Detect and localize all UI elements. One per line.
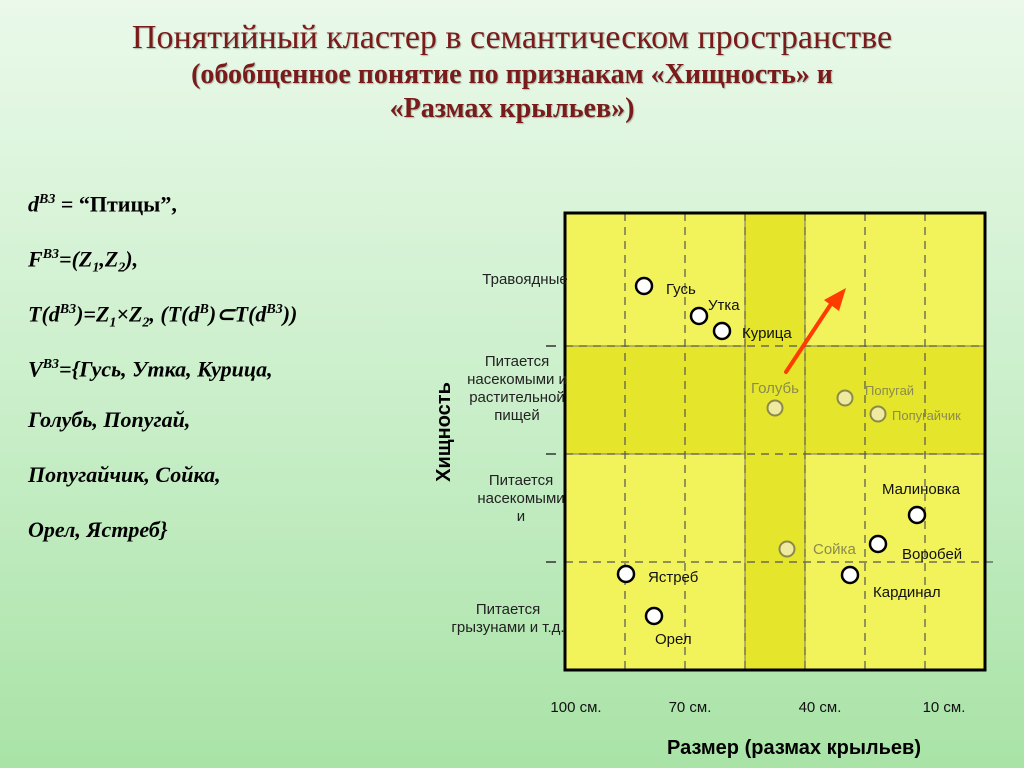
bird-marker <box>618 566 634 582</box>
bird-label: Гусь <box>666 281 696 298</box>
formula-line-3: $T(d^{B3})=Z_1\times Z_2$, $(T(d^B)\subset T(d^{B3}))$ <box>28 301 298 331</box>
bird-marker <box>691 308 707 324</box>
bird-marker <box>714 323 730 339</box>
bird-marker <box>838 391 853 406</box>
y-category-label: растительной <box>469 389 565 406</box>
y-category-label: Травоядные <box>482 271 568 288</box>
bird-marker <box>842 567 858 583</box>
y-category-label: пищей <box>494 407 540 424</box>
y-category-label: грызунами и т.д. <box>451 619 565 636</box>
x-tick-label: 100 см. <box>550 699 602 716</box>
bird-label: Сойка <box>813 541 856 558</box>
y-category-label: и <box>516 508 526 525</box>
formula-line-2: $F^{B3}=(Z_1,Z_2)$, <box>28 246 139 276</box>
x-tick-label: 40 см. <box>798 699 842 716</box>
x-axis-title: Размер (размах крыльев) <box>667 737 921 759</box>
bird-marker <box>909 507 925 523</box>
bird-label: Утка <box>708 297 740 314</box>
formula-line-5: Голубь, Попугай, <box>28 407 191 432</box>
bird-marker <box>870 536 886 552</box>
title-line-3: «Размах крыльев») <box>389 93 635 124</box>
bird-label: Попугай <box>865 383 915 398</box>
bird-label: Попугайчик <box>892 408 961 423</box>
title-line-1: Понятийный кластер в семантическом пространстве <box>131 19 893 56</box>
formula-line-1: $d^{B3}$ = “Птицы”, <box>28 191 177 217</box>
y-category-label: насекомыми и <box>467 371 567 388</box>
y-category-label: Питается <box>475 601 541 618</box>
y-axis-title: Хищность <box>433 382 455 482</box>
bird-label: Орел <box>655 631 692 648</box>
y-category-label: Питается <box>484 353 550 370</box>
bird-label: Курица <box>742 325 792 342</box>
bird-marker <box>768 401 783 416</box>
bird-label: Малиновка <box>882 481 960 498</box>
vertical-band <box>745 213 805 670</box>
formula-line-7: Орел, Ястреб} <box>28 517 168 542</box>
bird-label: Воробей <box>902 546 963 563</box>
y-category-label: насекомыми <box>477 490 565 507</box>
formula-line-4: $V^{B3}=\{Гусь$, Утка, Курица, <box>28 356 273 382</box>
bird-marker <box>646 608 662 624</box>
bird-marker <box>871 407 886 422</box>
bird-label: Кардинал <box>873 584 941 601</box>
title-line-2: (обобщенное понятие по признакам «Хищность» и <box>191 59 833 90</box>
y-category-label: Питается <box>488 472 554 489</box>
x-tick-label: 70 см. <box>668 699 712 716</box>
bird-label: Голубь <box>751 380 799 397</box>
bird-marker <box>636 278 652 294</box>
bird-marker <box>780 542 795 557</box>
formula-line-6: Попугайчик, Сойка, <box>28 462 221 487</box>
bird-label: Ястреб <box>648 569 699 586</box>
x-tick-label: 10 см. <box>922 699 966 716</box>
